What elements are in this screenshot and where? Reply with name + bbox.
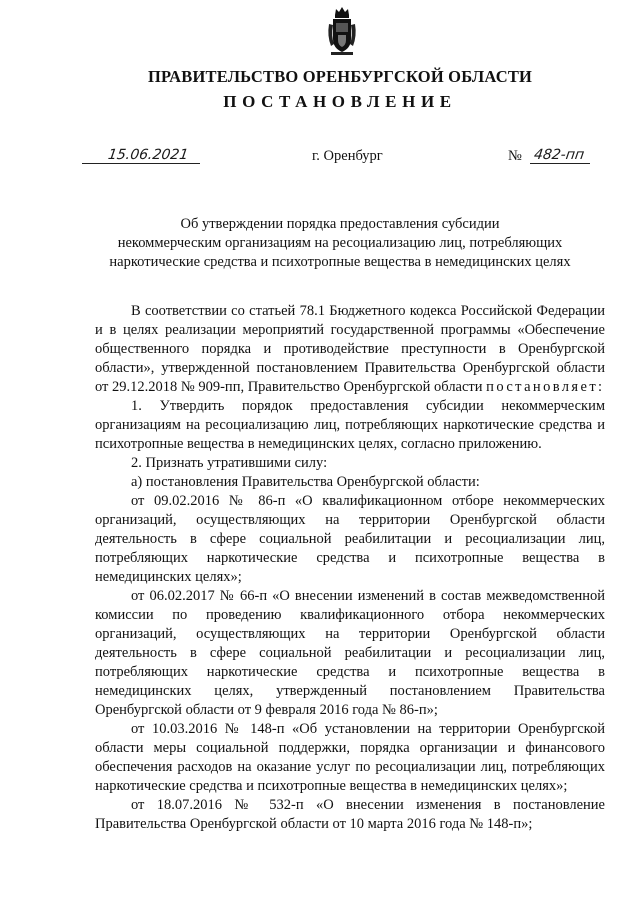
paragraph-2: 2. Признать утратившими силу: (131, 455, 328, 471)
document-number (530, 147, 590, 169)
subject-line: некоммерческим организациям на ресоциализацию лиц, потребляющих (117, 235, 563, 251)
repealed-item-2: от 06.02.2017 № 66-п «О внесении изменений в состав межведомственной комиссии по проведению квалификационного отбора некоммерческих организаций, осуществляющих на территории Оренбургской области деятельность в сфере социальной реабилитации и ресоциализации лиц, потребляющих наркотические средства и психотропные вещества в немедицинских целях, утвержденный постановлением Правительства Оренбургской области от 9 февраля 2016 года № 86-п»; (95, 588, 605, 718)
date-underline (82, 163, 200, 164)
preamble-text: В соответствии со статьей 78.1 Бюджетного кодекса Российской Федерации и в целях реализации мероприятий государственной программы «Обеспечение общественного порядка и противодействие преступности в Оренбургской области», утвержденной постановлением Правительства Оренбургской области от 29.12.2018 № 909-пп, Правительство Оренбургской области (95, 303, 605, 395)
number-underline (530, 163, 590, 164)
repealed-item-1: от 09.02.2016 № 86-п «О квалификационном отборе некоммерческих организаций, осуществляющих на территории Оренбургской области деятельность в сфере социальной реабилитации и ресоциализации лиц, потребляющих наркотические средства и психотропные вещества в немедицинских целях»; (95, 493, 605, 585)
document-body (95, 302, 605, 834)
coat-of-arms-icon (326, 6, 358, 56)
subject-line: наркотические средства и психотропные вещества в немедицинских целях (109, 254, 571, 270)
document-type: ПОСТАНОВЛЕНИЕ (223, 92, 457, 111)
document-city: г. Оренбург (312, 148, 383, 164)
number-value: 482-пп (532, 147, 586, 163)
paragraph-2a: а) постановления Правительства Оренбургской области: (131, 474, 480, 490)
repealed-item-3: от 10.03.2016 № 148-п «Об установлении на территории Оренбургской области меры социальной поддержки, порядка организации и финансового обеспечения расходов на оказание услуг по ресоциализации лиц, потребляющих наркотические средства и психотропные вещества в немедицинских целях»; (95, 721, 605, 794)
date-value: 15.06.2021 (106, 147, 190, 163)
decree-word: постановляет: (486, 379, 605, 395)
repealed-item-4: от 18.07.2016 № 532-п «О внесении изменения в постановление Правительства Оренбургской области от 10 марта 2016 года № 148-п»; (95, 797, 605, 832)
document-date (82, 147, 200, 169)
subject-line: Об утверждении порядка предоставления субсидии (180, 216, 500, 232)
government-title: ПРАВИТЕЛЬСТВО ОРЕНБУРГСКОЙ ОБЛАСТИ (147, 67, 533, 86)
preamble-paragraph (95, 302, 605, 397)
document-subject (40, 215, 640, 272)
number-label: № (508, 148, 522, 164)
paragraph-1: 1. Утвердить порядок предоставления субсидии некоммерческим организациям на ресоциализацию лиц, потребляющих наркотические средства и психотропные вещества в немедицинских целях, согласно приложению. (95, 398, 605, 452)
